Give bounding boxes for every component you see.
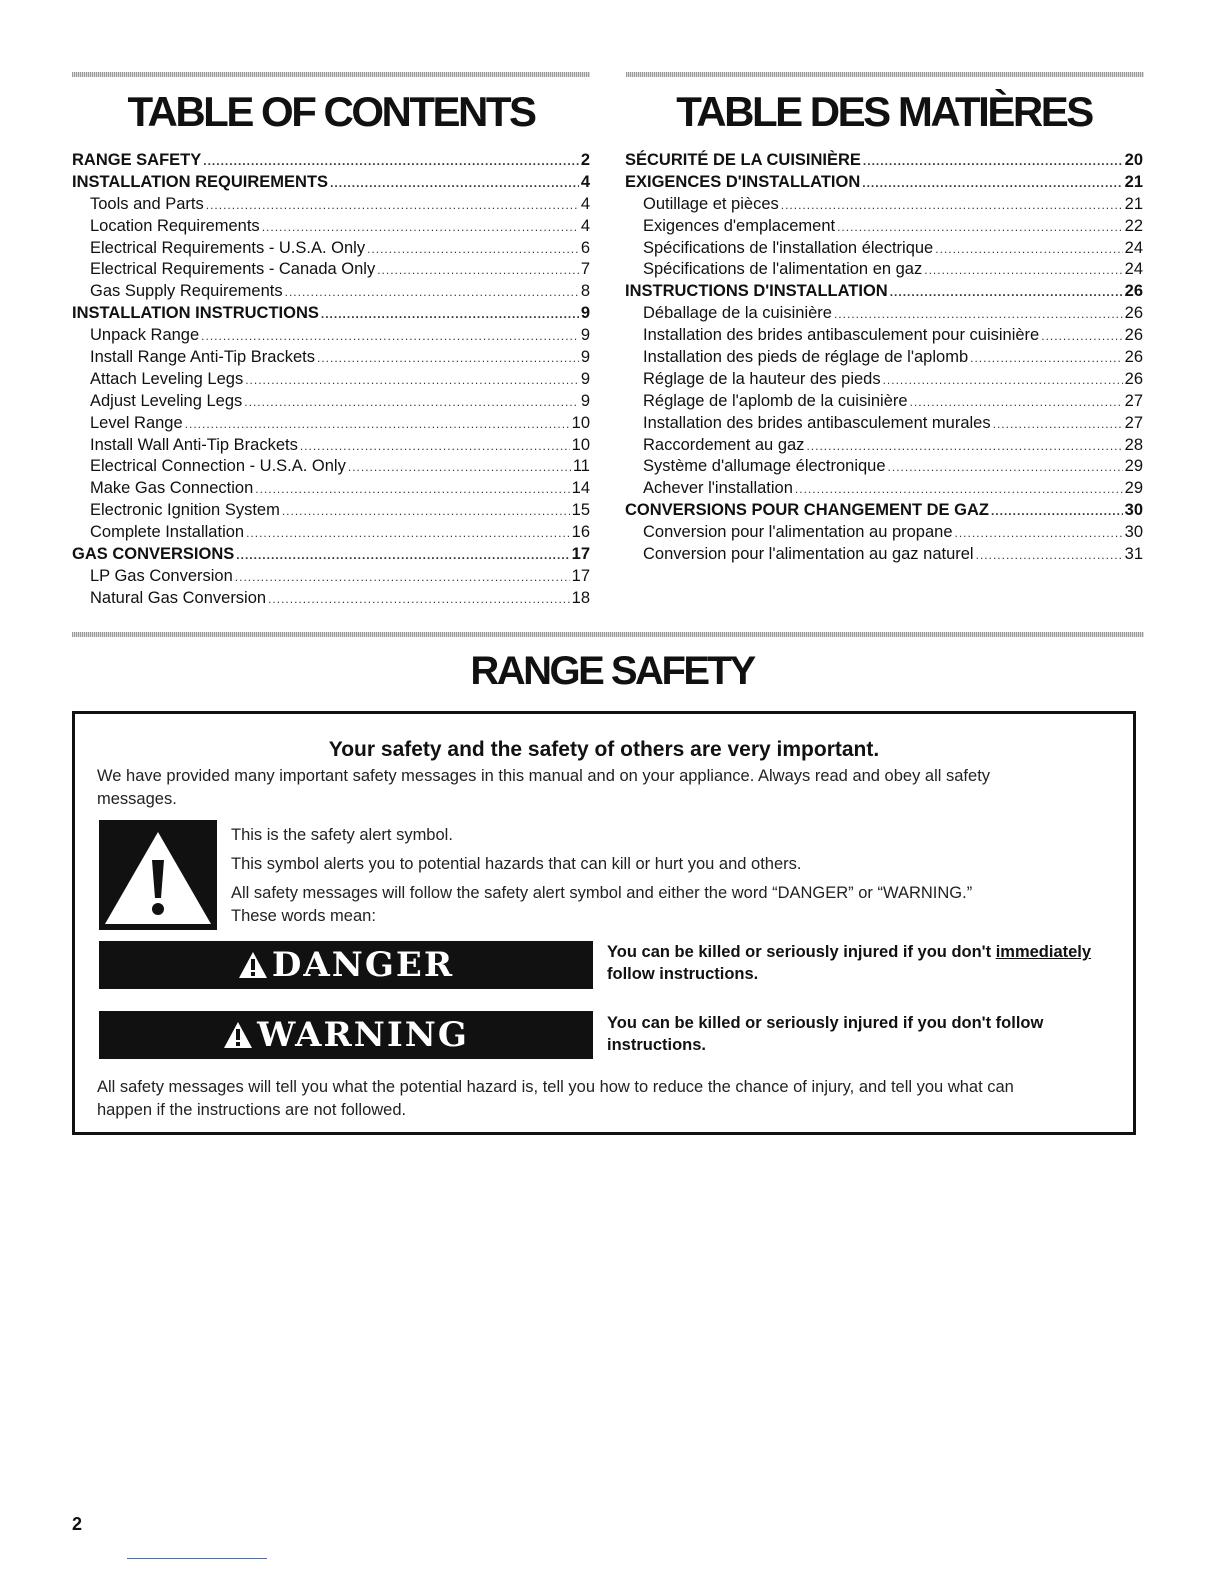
toc-fr-entry[interactable] xyxy=(625,435,1143,457)
toc-entry[interactable] xyxy=(72,325,590,347)
toc-fr-entry[interactable] xyxy=(625,500,1143,522)
dot-leader xyxy=(377,260,579,282)
safety-panel xyxy=(72,711,1136,1135)
toc-entry-label: Make Gas Connection xyxy=(90,479,254,498)
dot-leader xyxy=(348,457,571,479)
dot-leader xyxy=(976,545,1123,567)
toc-fr-entry-page: 24 xyxy=(1124,260,1143,279)
toc-entry-label: INSTALLATION INSTRUCTIONS xyxy=(72,304,319,323)
danger-banner xyxy=(99,941,593,989)
toc-fr-entry[interactable] xyxy=(625,172,1143,194)
toc-entry[interactable] xyxy=(72,566,590,588)
toc-fr-entry-page: 21 xyxy=(1124,194,1143,213)
intro-line: messages. xyxy=(97,790,177,808)
toc-entry-page: 15 xyxy=(571,501,590,520)
toc-fr-entry-label: Outillage et pièces xyxy=(643,194,779,213)
dot-leader xyxy=(924,260,1122,282)
toc-fr-entry-page: 26 xyxy=(1124,348,1143,367)
toc-entry-page: 2 xyxy=(580,151,590,169)
dot-leader xyxy=(206,195,579,217)
dot-leader xyxy=(268,589,570,611)
toc-fr-entry-label: Réglage de l'aplomb de la cuisinière xyxy=(643,391,908,410)
toc-entry-page: 4 xyxy=(580,216,590,235)
toc-entry-label: Electrical Requirements - U.S.A. Only xyxy=(90,238,366,257)
toc-entry-label: Gas Supply Requirements xyxy=(90,282,283,301)
toc-entry[interactable] xyxy=(72,150,590,172)
toc-entry[interactable] xyxy=(72,347,590,369)
dot-leader xyxy=(910,392,1123,414)
section-divider-rule xyxy=(72,632,1144,637)
toc-fr-entry-label: EXIGENCES D'INSTALLATION xyxy=(625,172,861,191)
toc-entry-label: Adjust Leveling Legs xyxy=(90,391,243,410)
toc-entry[interactable] xyxy=(72,172,590,194)
toc-fr-entry[interactable] xyxy=(625,391,1143,413)
danger-label: DANGER xyxy=(271,945,455,985)
toc-entry-label: Tools and Parts xyxy=(90,194,204,213)
toc-entry-page: 9 xyxy=(580,369,590,388)
toc-fr-entry[interactable] xyxy=(625,347,1143,369)
dot-leader xyxy=(955,523,1123,545)
toc-fr-entry[interactable] xyxy=(625,478,1143,500)
toc-fr-entry-label: Système d'allumage électronique xyxy=(643,457,886,476)
toc-fr-entry-label: Spécifications de l'alimentation en gaz xyxy=(643,260,923,279)
dot-leader xyxy=(1041,326,1122,348)
toc-entry-page: 9 xyxy=(580,391,590,410)
toc-fr-entry-label: Installation des brides antibasculement murales xyxy=(643,413,991,432)
toc-fr-entry-label: Réglage de la hauteur des pieds xyxy=(643,369,881,388)
alert-line: This symbol alerts you to potential hazards that can kill or hurt you and others. xyxy=(231,855,802,873)
toc-fr-entry-page: 30 xyxy=(1124,501,1143,520)
toc-fr-entry-label: Conversion pour l'alimentation au propane xyxy=(643,523,953,542)
divider-rule-left xyxy=(72,72,590,77)
safety-intro xyxy=(97,765,1117,811)
toc-entry-page: 4 xyxy=(580,172,590,191)
warning-triangle-icon xyxy=(238,951,268,979)
toc-fr-entry-page: 27 xyxy=(1124,413,1143,432)
toc-entry-label: RANGE SAFETY xyxy=(72,151,202,169)
intro-line: We have provided many important safety messages in this manual and on your appliance. Always read and obey all safety xyxy=(97,767,991,785)
toc-fr-entry-page: 30 xyxy=(1124,523,1143,542)
warning-message xyxy=(607,1012,1127,1056)
warning-text-line2: instructions. xyxy=(607,1036,707,1054)
dot-leader xyxy=(282,501,570,523)
footer-link-underline xyxy=(127,1558,267,1559)
toc-entry-label: GAS CONVERSIONS xyxy=(72,545,235,564)
dot-leader xyxy=(863,151,1123,173)
page-number: 2 xyxy=(72,1514,83,1534)
toc-entry-page: 17 xyxy=(571,566,590,585)
dot-leader xyxy=(255,479,569,501)
toc-fr-entry-page: 29 xyxy=(1124,479,1143,498)
toc-entry-page: 16 xyxy=(571,523,590,542)
toc-entry-label: Attach Leveling Legs xyxy=(90,369,244,388)
toc-entry-label: LP Gas Conversion xyxy=(90,566,233,585)
dot-leader xyxy=(330,173,579,195)
dot-leader xyxy=(236,545,569,567)
table-of-contents xyxy=(72,88,590,610)
toc-entry[interactable] xyxy=(72,303,590,325)
toc-entry-page: 9 xyxy=(580,326,590,345)
toc-entry-label: Level Range xyxy=(90,413,183,432)
dot-leader xyxy=(890,282,1123,304)
toc-fr-entry-page: 22 xyxy=(1124,216,1143,235)
toc-entry[interactable] xyxy=(72,478,590,500)
toc-fr-entry-page: 26 xyxy=(1124,369,1143,388)
dot-leader xyxy=(862,173,1122,195)
warning-label: WARNING xyxy=(257,1015,469,1055)
toc-entry-list-fr xyxy=(625,150,1143,566)
dot-leader xyxy=(970,348,1123,370)
toc-fr-entry[interactable] xyxy=(625,413,1143,435)
dot-leader xyxy=(993,414,1123,436)
toc-entry[interactable] xyxy=(72,544,590,566)
alert-explanation xyxy=(231,824,972,934)
toc-fr-entry-page: 26 xyxy=(1124,304,1143,323)
toc-fr-entry-label: Installation des brides antibasculement pour cuisinière xyxy=(643,326,1040,345)
toc-fr-entry[interactable] xyxy=(625,216,1143,238)
danger-text-line2: follow instructions. xyxy=(607,965,759,983)
toc-entry-page: 10 xyxy=(571,413,590,432)
toc-fr-entry-label: Achever l'installation xyxy=(643,479,793,498)
dot-leader xyxy=(781,195,1123,217)
toc-entry-page: 14 xyxy=(571,479,590,498)
toc-entry-page: 18 xyxy=(571,588,590,607)
warning-banner xyxy=(99,1011,593,1059)
toc-entry-page: 6 xyxy=(580,238,590,257)
dot-leader xyxy=(185,414,570,436)
toc-entry[interactable] xyxy=(72,238,590,260)
toc-entry-label: Electronic Ignition System xyxy=(90,501,280,520)
dot-leader xyxy=(262,217,579,239)
toc-entry[interactable] xyxy=(72,391,590,413)
toc-entry-page: 17 xyxy=(571,545,590,564)
toc-fr-entry-label: INSTRUCTIONS D'INSTALLATION xyxy=(625,282,888,301)
dot-leader xyxy=(285,282,579,304)
toc-entry-label: Unpack Range xyxy=(90,326,200,345)
dot-leader xyxy=(367,239,579,261)
toc-fr-entry[interactable] xyxy=(625,522,1143,544)
toc-fr-entry-label: Déballage de la cuisinière xyxy=(643,304,832,323)
dot-leader xyxy=(201,326,579,348)
dot-leader xyxy=(321,304,579,326)
toc-fr-entry-page: 26 xyxy=(1124,326,1143,345)
toc-fr-entry-page: 29 xyxy=(1124,457,1143,476)
dot-leader xyxy=(244,392,579,414)
toc-fr-entry[interactable] xyxy=(625,369,1143,391)
toc-fr-entry-page: 21 xyxy=(1124,172,1143,191)
dot-leader xyxy=(317,348,579,370)
toc-entry[interactable] xyxy=(72,500,590,522)
toc-fr-entry-label: Raccordement au gaz xyxy=(643,435,805,454)
toc-fr-entry[interactable] xyxy=(625,303,1143,325)
toc-fr-entry-page: 26 xyxy=(1124,282,1143,301)
toc-fr-entry-label: Installation des pieds de réglage de l'aplomb xyxy=(643,348,969,367)
toc-fr-entry-page: 31 xyxy=(1124,545,1143,564)
safety-closing xyxy=(97,1076,1117,1122)
toc-entry-label: Electrical Connection - U.S.A. Only xyxy=(90,457,346,476)
toc-fr-entry[interactable] xyxy=(625,150,1143,172)
toc-fr-entry-page: 28 xyxy=(1124,435,1143,454)
dot-leader xyxy=(837,217,1123,239)
dot-leader xyxy=(806,436,1122,458)
toc-fr-entry[interactable] xyxy=(625,456,1143,478)
toc-entry[interactable] xyxy=(72,369,590,391)
danger-message xyxy=(607,941,1127,985)
warning-triangle-icon xyxy=(223,1021,253,1049)
toc-title-fr: TABLE DES MATIÈRES xyxy=(676,88,1092,135)
dot-leader xyxy=(883,370,1123,392)
toc-entry-label: Natural Gas Conversion xyxy=(90,588,267,607)
toc-title: TABLE OF CONTENTS xyxy=(127,88,535,135)
toc-fr-entry-label: Conversion pour l'alimentation au gaz naturel xyxy=(643,545,974,564)
toc-entry[interactable] xyxy=(72,588,590,610)
dot-leader xyxy=(888,457,1123,479)
toc-entry-page: 7 xyxy=(580,260,590,279)
dot-leader xyxy=(795,479,1123,501)
toc-fr-entry-page: 27 xyxy=(1124,391,1143,410)
dot-leader xyxy=(245,370,579,392)
toc-entry[interactable] xyxy=(72,413,590,435)
safety-heading: Your safety and the safety of others are very important. xyxy=(328,738,880,761)
safety-alert-symbol-icon xyxy=(99,820,217,930)
toc-fr-entry-label: CONVERSIONS POUR CHANGEMENT DE GAZ xyxy=(625,501,989,520)
danger-text: You can be killed or seriously injured if you don't xyxy=(607,943,996,961)
dot-leader xyxy=(834,304,1123,326)
toc-entry[interactable] xyxy=(72,456,590,478)
toc-entry-page: 4 xyxy=(580,194,590,213)
dot-leader xyxy=(235,567,570,589)
alert-line: These words mean: xyxy=(231,907,376,925)
toc-entry[interactable] xyxy=(72,216,590,238)
closing-line: happen if the instructions are not followed. xyxy=(97,1101,407,1119)
toc-entry-page: 11 xyxy=(572,457,590,476)
toc-fr-entry-page: 24 xyxy=(1124,238,1143,257)
toc-fr-entry[interactable] xyxy=(625,259,1143,281)
alert-line: This is the safety alert symbol. xyxy=(231,826,453,844)
toc-entry[interactable] xyxy=(72,194,590,216)
dot-leader xyxy=(991,501,1123,523)
toc-entry[interactable] xyxy=(72,259,590,281)
toc-entry-label: Install Range Anti-Tip Brackets xyxy=(90,348,315,367)
toc-entry-page: 9 xyxy=(580,304,590,323)
toc-entry[interactable] xyxy=(72,281,590,303)
toc-fr-entry[interactable] xyxy=(625,194,1143,216)
toc-entry-label: INSTALLATION REQUIREMENTS xyxy=(72,172,329,191)
toc-entry-label: Electrical Requirements - Canada Only xyxy=(90,260,376,279)
divider-rule-right xyxy=(626,72,1144,77)
closing-line: All safety messages will tell you what the potential hazard is, tell you how to reduce the chance of injury, and tell you what can xyxy=(97,1078,1014,1096)
toc-fr-entry[interactable] xyxy=(625,544,1143,566)
toc-entry-page: 10 xyxy=(571,435,590,454)
dot-leader xyxy=(203,151,579,173)
toc-fr-entry[interactable] xyxy=(625,281,1143,303)
warning-text: You can be killed or seriously injured if you don't follow xyxy=(607,1014,1044,1032)
toc-entry-label: Location Requirements xyxy=(90,216,260,235)
alert-line: All safety messages will follow the safety alert symbol and either the word “DANGER” or “WARNING.” xyxy=(231,884,973,902)
toc-entry-page: 8 xyxy=(580,282,590,301)
toc-entry-label: Complete Installation xyxy=(90,523,245,542)
toc-entry-label: Install Wall Anti-Tip Brackets xyxy=(90,435,298,454)
dot-leader xyxy=(246,523,570,545)
section-title: RANGE SAFETY xyxy=(470,649,754,693)
toc-fr-entry-label: Exigences d'emplacement xyxy=(643,216,836,235)
dot-leader xyxy=(935,239,1122,261)
toc-entry-list xyxy=(72,150,590,610)
toc-entry[interactable] xyxy=(72,435,590,457)
toc-fr-entry[interactable] xyxy=(625,238,1143,260)
danger-emphasis: immediately xyxy=(995,943,1092,961)
toc-fr-entry-label: SÉCURITÉ DE LA CUISINIÈRE xyxy=(625,151,861,169)
toc-fr-entry[interactable] xyxy=(625,325,1143,347)
dot-leader xyxy=(300,436,570,458)
toc-entry-page: 9 xyxy=(580,348,590,367)
toc-entry[interactable] xyxy=(72,522,590,544)
toc-fr-entry-label: Spécifications de l'installation électrique xyxy=(643,238,934,257)
toc-fr-entry-page: 20 xyxy=(1124,151,1143,169)
table-des-matieres xyxy=(625,88,1143,566)
